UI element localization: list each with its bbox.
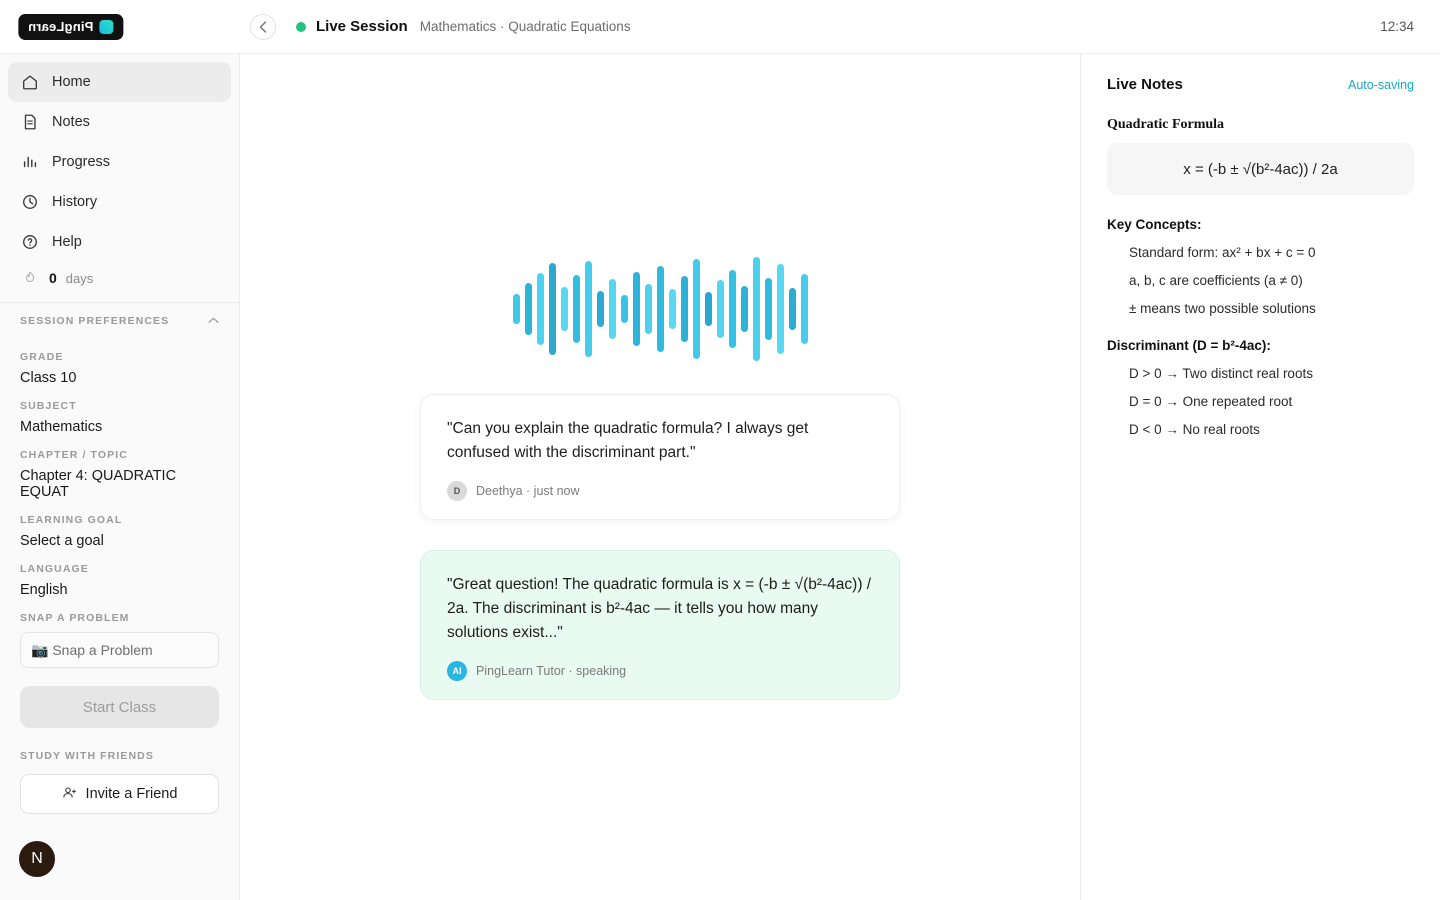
session-preferences: [0, 303, 239, 668]
session-stage: [240, 54, 1080, 900]
live-notes-title: Live Notes: [1107, 76, 1183, 93]
message-meta-text: PingLearn Tutor · speaking: [476, 664, 627, 679]
snap-problem-button[interactable]: [20, 632, 219, 668]
snap-problem-label: SNAP A PROBLEM: [20, 612, 130, 624]
waveform-bar: [801, 274, 808, 344]
waveform-bar: [681, 276, 688, 342]
waveform-bar: [753, 257, 760, 361]
invite-a-friend-label: Invite a Friend: [85, 786, 178, 802]
message-meta: [447, 481, 873, 501]
grade-select[interactable]: Class 10: [20, 370, 77, 386]
question-circle-icon: [20, 232, 40, 252]
start-class-label: Start Class: [82, 698, 157, 716]
chevron-left-icon: [259, 21, 267, 33]
sidebar-item-progress[interactable]: [8, 142, 231, 182]
waveform-bar: [657, 266, 664, 352]
grade-label: GRADE: [20, 351, 64, 363]
waveform-bar: [729, 270, 736, 348]
bar-chart-icon: [20, 152, 40, 172]
waveform-bar: [777, 264, 784, 354]
session-preferences-header[interactable]: [20, 315, 219, 337]
waveform-bar: [669, 289, 676, 329]
waveform-bar: [609, 279, 616, 339]
list-item: ± means two possible solutions: [1129, 301, 1316, 316]
waveform-bar: [717, 280, 724, 338]
streak-unit: days: [65, 270, 94, 286]
home-icon: [20, 72, 40, 92]
user-plus-icon: [62, 785, 77, 804]
breadcrumb: Mathematics · Quadratic Equations: [419, 19, 631, 34]
audio-waveform: [513, 254, 808, 364]
message-meta-text: Deethya · just now: [476, 484, 580, 499]
logo-mark-icon: [99, 20, 113, 34]
subject-select[interactable]: Mathematics: [20, 419, 103, 435]
sidebar-item-home[interactable]: [8, 62, 231, 102]
waveform-bar: [585, 261, 592, 357]
session-status-label: Live Session: [316, 18, 408, 35]
flame-icon: [20, 268, 40, 288]
clock-icon: [20, 192, 40, 212]
waveform-bar: [633, 272, 640, 346]
live-notes-panel: [1080, 54, 1440, 900]
notes-heading: Quadratic Formula: [1107, 117, 1225, 132]
list-item: D < 0 → No real roots: [1129, 422, 1260, 437]
brand: [0, 0, 240, 54]
language-label: LANGUAGE: [20, 563, 89, 575]
sidebar-item-notes[interactable]: [8, 102, 231, 142]
waveform-bar: [525, 283, 532, 335]
sidebar-item-label: History: [52, 194, 98, 210]
streak-indicator: [0, 262, 239, 302]
waveform-bar: [549, 263, 556, 355]
list-item: Standard form: ax² + bx + c = 0: [1129, 245, 1316, 260]
language-select[interactable]: English: [20, 582, 68, 598]
chevron-up-icon[interactable]: [208, 315, 219, 327]
message-text: "Can you explain the quadratic formula? I always get confused with the discriminant part.": [447, 420, 809, 462]
key-concepts-label: Key Concepts:: [1107, 217, 1202, 232]
formula-text: x = (-b ± √(b²-4ac)) / 2a: [1183, 160, 1338, 178]
waveform-bar: [537, 273, 544, 345]
live-notes-header: [1107, 76, 1414, 93]
top-bar: [0, 0, 1440, 54]
waveform-bar: [693, 259, 700, 359]
avatar-initial: N: [31, 850, 43, 867]
waveform-bar: [765, 278, 772, 340]
avatar: AI: [447, 661, 467, 681]
live-status-dot-icon: [296, 22, 306, 32]
session-preferences-title: SESSION PREFERENCES: [20, 315, 170, 327]
chapter-select[interactable]: Chapter 4: QUADRATIC EQUAT: [20, 468, 177, 500]
message-meta: [447, 661, 873, 681]
study-with-friends-header: STUDY WITH FRIENDS: [20, 750, 154, 762]
learning-goal-label: LEARNING GOAL: [20, 514, 123, 526]
list-item: D = 0 → One repeated root: [1129, 394, 1293, 409]
streak-count: 0: [49, 270, 57, 286]
document-icon: [20, 112, 40, 132]
sidebar-nav: [0, 54, 239, 262]
message-text: "Great question! The quadratic formula is x = (-b ± √(b²-4ac)) / 2a. The discriminant is b²-4ac — it tells you how many solutions exist...": [447, 576, 872, 642]
avatar[interactable]: [16, 838, 58, 880]
app-logo[interactable]: [18, 14, 123, 40]
avatar: D: [447, 481, 467, 501]
sidebar-item-help[interactable]: [8, 222, 231, 262]
waveform-bar: [645, 284, 652, 334]
snap-problem-text: 📷 Snap a Problem: [31, 641, 153, 658]
start-class-button[interactable]: [20, 686, 219, 728]
discriminant-label: Discriminant (D = b²-4ac):: [1107, 338, 1271, 353]
body: [0, 54, 1440, 900]
sidebar-item-label: Progress: [52, 154, 111, 170]
back-button[interactable]: [250, 14, 276, 40]
chapter-label: CHAPTER / TOPIC: [20, 449, 128, 461]
formula-box: [1107, 143, 1414, 195]
logo-text: PingLearn: [28, 19, 94, 34]
learning-goal-select[interactable]: Select a goal: [20, 533, 104, 549]
list-item: D > 0 → Two distinct real roots: [1129, 366, 1313, 381]
waveform-bar: [789, 288, 796, 330]
sidebar-item-label: Notes: [52, 114, 90, 130]
list-item: a, b, c are coefficients (a ≠ 0): [1129, 273, 1303, 288]
sidebar-item-history[interactable]: [8, 182, 231, 222]
invite-a-friend-button[interactable]: [20, 774, 219, 814]
sidebar-item-label: Home: [52, 74, 91, 90]
waveform-bar: [597, 291, 604, 327]
waveform-bar: [621, 295, 628, 323]
study-with-friends: [0, 750, 239, 814]
message-bubble-user: [420, 394, 900, 520]
clock: 12:34: [1380, 19, 1414, 34]
waveform-bar: [561, 287, 568, 331]
sidebar: [0, 54, 240, 900]
subject-label: SUBJECT: [20, 400, 77, 412]
waveform-bar: [513, 294, 520, 324]
sidebar-item-label: Help: [52, 234, 82, 250]
waveform-bar: [573, 275, 580, 343]
waveform-bar: [741, 286, 748, 332]
waveform-bar: [705, 292, 712, 326]
autosave-status: Auto-saving: [1347, 77, 1414, 92]
message-bubble-tutor: [420, 550, 900, 700]
